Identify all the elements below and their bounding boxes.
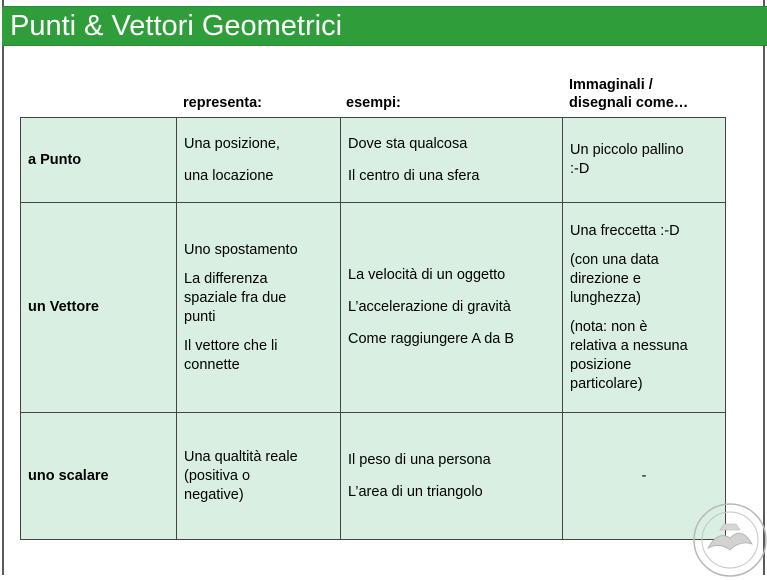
slide-title: Punti & Vettori Geometrici [10,10,343,42]
text-line: particolare) [570,375,643,392]
text-line: Il peso di una persona [348,451,491,468]
table-row-point [21,118,726,203]
text-line: La velocità di un oggetto [348,267,506,283]
header-imagine-line2: disegnali come… [569,95,689,111]
cell-scalar-examples [341,413,563,540]
row-label-vector: un Vettore [21,203,177,413]
row-label-point: a Punto [21,118,177,203]
text-line: :-D [570,161,590,177]
header-imagine-line1: Immaginali / [569,77,653,93]
text-line: punti [184,308,216,325]
title-bar [2,6,767,46]
table-row-scalar [21,413,726,540]
text-line: Uno spostamento [184,241,298,258]
header-imagine [569,76,688,112]
comparison-table [20,117,726,540]
cell-point-represents [177,118,341,203]
cell-point-imagine [563,118,726,203]
text-line: Come raggiungere A da B [348,331,515,347]
text-line: (positiva o [184,467,251,484]
text-line: posizione [570,356,632,373]
cell-vector-imagine [563,203,726,413]
text-line: Un piccolo pallino [570,142,684,158]
cell-vector-represents [177,203,341,413]
cell-scalar-represents [177,413,341,540]
text-line: spaziale fra due [184,289,287,306]
text-line: (con una data [570,251,659,268]
text-line: Una posizione, [184,135,280,152]
text-line: negative) [184,486,244,503]
text-line: (nota: non è [570,318,648,335]
table-row-vector [21,203,726,413]
text-line: lunghezza) [570,289,641,306]
text-line: Una qualtità reale [184,448,298,465]
text-line: direzione e [570,270,641,287]
text-line: La differenza [184,270,268,287]
text-line: Dove sta qualcosa [348,135,468,152]
cell-point-examples [341,118,563,203]
text-line: relativa a nessuna [570,337,688,354]
header-represents: representa: [183,95,262,111]
text-line: Una freccetta :-D [570,222,680,239]
cell-vector-examples [341,203,563,413]
text-line: - [641,467,647,484]
text-line: connette [184,356,240,373]
university-seal-icon [690,500,767,580]
text-line: Il centro di una sfera [348,167,480,184]
text-line: una locazione [184,167,274,184]
text-line: Il vettore che li [184,337,278,354]
row-label-scalar: uno scalare [21,413,177,540]
text-line: L’accelerazione di gravità [348,299,511,315]
text-line: L’area di un triangolo [348,483,483,500]
header-examples: esempi: [346,95,401,111]
